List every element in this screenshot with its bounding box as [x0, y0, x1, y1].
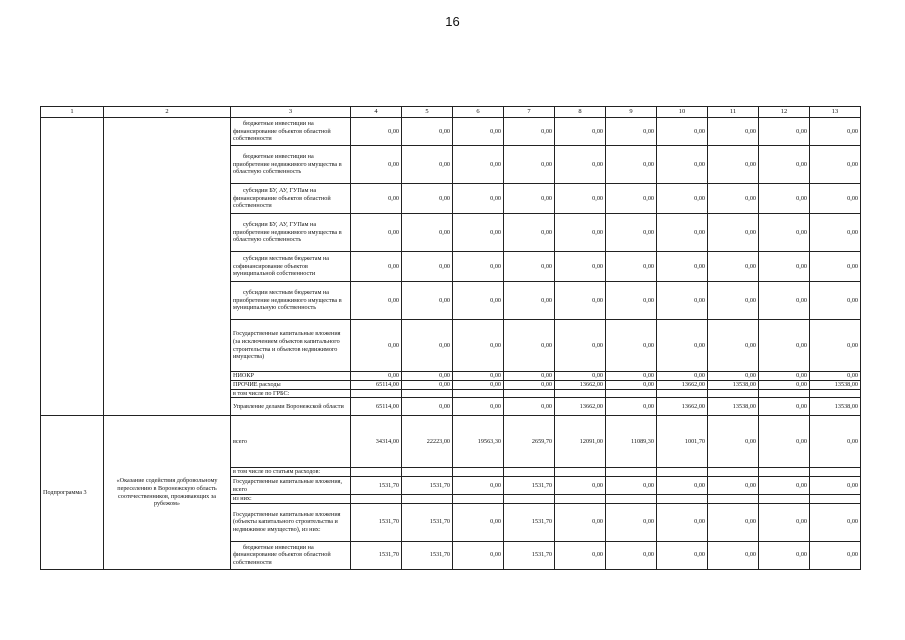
cell-value: 0,00 — [555, 118, 606, 146]
row-label: Управление делами Воронежской области — [231, 398, 351, 416]
cell-value: 0,00 — [810, 477, 861, 495]
cell-value: 0,00 — [708, 252, 759, 282]
cell-value: 0,00 — [402, 184, 453, 214]
cell-value: 0,00 — [810, 541, 861, 569]
cell-value: 1531,70 — [402, 477, 453, 495]
cell-value: 0,00 — [504, 320, 555, 372]
cell-value: 0,00 — [606, 252, 657, 282]
cell-value: 34314,00 — [351, 416, 402, 468]
cell-value: 0,00 — [657, 184, 708, 214]
cell-value: 0,00 — [351, 252, 402, 282]
cell-value: 0,00 — [606, 372, 657, 381]
column-header: 6 — [453, 107, 504, 118]
column-header: 8 — [555, 107, 606, 118]
cell-value — [555, 389, 606, 398]
cell-value — [555, 495, 606, 504]
cell-value: 0,00 — [810, 320, 861, 372]
cell-value: 0,00 — [453, 503, 504, 541]
cell-value: 19563,30 — [453, 416, 504, 468]
cell-value: 0,00 — [453, 118, 504, 146]
cell-value: 11089,30 — [606, 416, 657, 468]
cell-value: 0,00 — [453, 320, 504, 372]
cell-value: 0,00 — [453, 477, 504, 495]
cell-value: 0,00 — [657, 282, 708, 320]
column-header: 12 — [759, 107, 810, 118]
column-header: 4 — [351, 107, 402, 118]
cell-value — [708, 389, 759, 398]
cell-value — [504, 389, 555, 398]
cell-value: 0,00 — [606, 398, 657, 416]
cell-value: 12091,00 — [555, 416, 606, 468]
cell-value: 1531,70 — [351, 477, 402, 495]
cell-value: 0,00 — [504, 184, 555, 214]
cell-value: 13538,00 — [810, 398, 861, 416]
cell-value: 0,00 — [810, 372, 861, 381]
cell-value: 0,00 — [555, 372, 606, 381]
cell-value — [351, 495, 402, 504]
cell-value: 0,00 — [708, 541, 759, 569]
cell-value: 0,00 — [759, 380, 810, 389]
cell-value: 65114,00 — [351, 380, 402, 389]
cell-value: 0,00 — [708, 146, 759, 184]
cell-value — [810, 389, 861, 398]
cell-value — [555, 468, 606, 477]
cell-value: 0,00 — [708, 282, 759, 320]
cell-value — [606, 495, 657, 504]
column-header: 1 — [41, 107, 104, 118]
cell-value: 0,00 — [504, 252, 555, 282]
cell-value: 0,00 — [351, 282, 402, 320]
cell-value: 13538,00 — [810, 380, 861, 389]
cell-value: 0,00 — [606, 380, 657, 389]
cell-value: 0,00 — [453, 184, 504, 214]
cell-value: 1531,70 — [504, 541, 555, 569]
cell-value: 0,00 — [453, 372, 504, 381]
cell-value — [402, 468, 453, 477]
row-label: Государственные капитальные вложения (объекты капитального строительства и недвижимое имущество), из них: — [231, 503, 351, 541]
cell-value: 0,00 — [759, 477, 810, 495]
cell-value: 0,00 — [606, 118, 657, 146]
cell-value: 0,00 — [453, 380, 504, 389]
row-label: бюджетные инвестиции на приобретение недвижимого имущества в областную собственность — [231, 146, 351, 184]
cell-value — [810, 495, 861, 504]
cell-value: 0,00 — [657, 477, 708, 495]
cell-value: 0,00 — [453, 146, 504, 184]
column-header: 9 — [606, 107, 657, 118]
cell-value — [504, 495, 555, 504]
cell-value — [402, 495, 453, 504]
cell-value: 0,00 — [555, 541, 606, 569]
cell-value — [759, 389, 810, 398]
cell-value: 0,00 — [402, 146, 453, 184]
row-label: Государственные капитальные вложения, всего — [231, 477, 351, 495]
cell-value: 0,00 — [402, 320, 453, 372]
cell-value: 0,00 — [402, 118, 453, 146]
budget-table — [40, 106, 861, 570]
cell-value: 13662,00 — [555, 398, 606, 416]
cell-value: 0,00 — [453, 252, 504, 282]
row-label: из них: — [231, 495, 351, 504]
cell-value: 0,00 — [708, 184, 759, 214]
row-label: бюджетные инвестиции на финансирование объектов областной собственности — [231, 118, 351, 146]
cell-value: 1001,70 — [657, 416, 708, 468]
cell-value — [453, 468, 504, 477]
cell-value: 0,00 — [708, 416, 759, 468]
cell-value: 0,00 — [759, 398, 810, 416]
cell-value: 13538,00 — [708, 398, 759, 416]
cell-value — [657, 468, 708, 477]
cell-value: 0,00 — [810, 252, 861, 282]
cell-value: 13662,00 — [657, 398, 708, 416]
cell-value: 0,00 — [810, 146, 861, 184]
cell-value — [657, 389, 708, 398]
cell-value: 0,00 — [351, 214, 402, 252]
cell-value: 0,00 — [555, 184, 606, 214]
cell-value — [759, 468, 810, 477]
cell-value: 0,00 — [810, 184, 861, 214]
cell-value: 0,00 — [606, 541, 657, 569]
header-row — [41, 107, 861, 118]
cell-value: 0,00 — [759, 282, 810, 320]
cell-value: 0,00 — [555, 146, 606, 184]
column-header: 11 — [708, 107, 759, 118]
cell-value — [657, 495, 708, 504]
row-label: субсидии местным бюджетам на приобретение недвижимого имущества в муниципальную собственность — [231, 282, 351, 320]
cell-value: 0,00 — [453, 214, 504, 252]
cell-value: 1531,70 — [402, 541, 453, 569]
cell-value: 0,00 — [351, 320, 402, 372]
table-row — [41, 118, 861, 146]
subprogram-name: «Оказание содействия добровольному переселению в Воронежскую область соотечественников, проживающих за рубежом» — [104, 416, 231, 570]
cell-value: 0,00 — [759, 252, 810, 282]
cell-value: 0,00 — [657, 320, 708, 372]
page-number: 16 — [445, 14, 460, 29]
cell-value: 0,00 — [759, 118, 810, 146]
table-body — [41, 107, 861, 570]
cell-value: 0,00 — [402, 252, 453, 282]
cell-value: 0,00 — [810, 118, 861, 146]
row-label: всего — [231, 416, 351, 468]
cell-value: 0,00 — [708, 118, 759, 146]
cell-value: 0,00 — [657, 503, 708, 541]
cell-value: 0,00 — [759, 503, 810, 541]
cell-value: 0,00 — [657, 252, 708, 282]
empty-cell — [104, 118, 231, 416]
cell-value: 0,00 — [810, 416, 861, 468]
cell-value — [351, 468, 402, 477]
cell-value: 0,00 — [606, 477, 657, 495]
cell-value: 0,00 — [504, 398, 555, 416]
empty-cell — [41, 118, 104, 416]
cell-value: 0,00 — [759, 146, 810, 184]
cell-value: 0,00 — [402, 282, 453, 320]
cell-value: 1531,70 — [351, 503, 402, 541]
cell-value: 0,00 — [708, 320, 759, 372]
cell-value: 22223,00 — [402, 416, 453, 468]
cell-value: 0,00 — [504, 282, 555, 320]
cell-value: 13662,00 — [657, 380, 708, 389]
cell-value — [606, 468, 657, 477]
cell-value: 0,00 — [759, 372, 810, 381]
cell-value: 0,00 — [759, 541, 810, 569]
cell-value — [453, 495, 504, 504]
cell-value: 0,00 — [351, 372, 402, 381]
cell-value: 0,00 — [555, 282, 606, 320]
cell-value: 0,00 — [810, 214, 861, 252]
cell-value: 0,00 — [453, 541, 504, 569]
cell-value — [504, 468, 555, 477]
cell-value: 0,00 — [402, 380, 453, 389]
table-row — [41, 416, 861, 468]
cell-value: 0,00 — [759, 320, 810, 372]
cell-value: 0,00 — [708, 503, 759, 541]
cell-value: 0,00 — [555, 214, 606, 252]
column-header: 2 — [104, 107, 231, 118]
cell-value — [759, 495, 810, 504]
cell-value: 0,00 — [402, 372, 453, 381]
cell-value: 0,00 — [606, 503, 657, 541]
cell-value: 0,00 — [555, 477, 606, 495]
cell-value: 1531,70 — [504, 503, 555, 541]
column-header: 3 — [231, 107, 351, 118]
column-header: 7 — [504, 107, 555, 118]
row-label: в том числе по ГРБС: — [231, 389, 351, 398]
cell-value: 0,00 — [810, 282, 861, 320]
cell-value: 0,00 — [555, 320, 606, 372]
cell-value: 0,00 — [606, 320, 657, 372]
cell-value: 0,00 — [759, 214, 810, 252]
column-header: 10 — [657, 107, 708, 118]
cell-value: 0,00 — [606, 282, 657, 320]
cell-value: 65114,00 — [351, 398, 402, 416]
cell-value: 0,00 — [657, 214, 708, 252]
cell-value: 0,00 — [810, 503, 861, 541]
row-label: субсидии местным бюджетам на софинансирование объектов муниципальной собственности — [231, 252, 351, 282]
cell-value — [708, 468, 759, 477]
cell-value: 0,00 — [606, 184, 657, 214]
subprogram-code: Подпрограмма 3 — [41, 416, 104, 570]
cell-value — [402, 389, 453, 398]
cell-value: 0,00 — [453, 282, 504, 320]
cell-value: 0,00 — [708, 477, 759, 495]
cell-value: 2659,70 — [504, 416, 555, 468]
cell-value: 0,00 — [657, 118, 708, 146]
cell-value: 0,00 — [657, 541, 708, 569]
cell-value: 1531,70 — [351, 541, 402, 569]
cell-value: 13538,00 — [708, 380, 759, 389]
cell-value: 0,00 — [555, 503, 606, 541]
cell-value: 0,00 — [351, 146, 402, 184]
cell-value: 13662,00 — [555, 380, 606, 389]
cell-value — [810, 468, 861, 477]
cell-value: 0,00 — [759, 416, 810, 468]
cell-value: 0,00 — [606, 214, 657, 252]
cell-value: 0,00 — [504, 372, 555, 381]
row-label: субсидии БУ, АУ, ГУПам на финансирование объектов областной собственности — [231, 184, 351, 214]
row-label: бюджетные инвестиции на финансирование объектов областной собственности — [231, 541, 351, 569]
cell-value: 0,00 — [453, 398, 504, 416]
row-label: НИОКР — [231, 372, 351, 381]
row-label: Государственные капитальные вложения (за исключением объектов капитального строительства и объектов недвижимого имущества) — [231, 320, 351, 372]
cell-value: 0,00 — [759, 184, 810, 214]
cell-value: 0,00 — [504, 146, 555, 184]
cell-value: 0,00 — [606, 146, 657, 184]
cell-value: 0,00 — [504, 214, 555, 252]
cell-value: 0,00 — [504, 118, 555, 146]
row-label: субсидии БУ, АУ, ГУПам на приобретение недвижимого имущества в областную собственность — [231, 214, 351, 252]
cell-value: 0,00 — [504, 380, 555, 389]
cell-value: 0,00 — [708, 214, 759, 252]
cell-value — [708, 495, 759, 504]
cell-value: 0,00 — [708, 372, 759, 381]
cell-value — [453, 389, 504, 398]
column-header: 5 — [402, 107, 453, 118]
cell-value: 0,00 — [351, 118, 402, 146]
cell-value: 0,00 — [657, 372, 708, 381]
cell-value: 0,00 — [402, 214, 453, 252]
cell-value — [351, 389, 402, 398]
cell-value: 1531,70 — [402, 503, 453, 541]
column-header: 13 — [810, 107, 861, 118]
cell-value: 0,00 — [351, 184, 402, 214]
cell-value — [606, 389, 657, 398]
cell-value: 0,00 — [657, 146, 708, 184]
cell-value: 1531,70 — [504, 477, 555, 495]
row-label: в том числе по статьям расходов: — [231, 468, 351, 477]
cell-value: 0,00 — [402, 398, 453, 416]
row-label: ПРОЧИЕ расходы — [231, 380, 351, 389]
cell-value: 0,00 — [555, 252, 606, 282]
